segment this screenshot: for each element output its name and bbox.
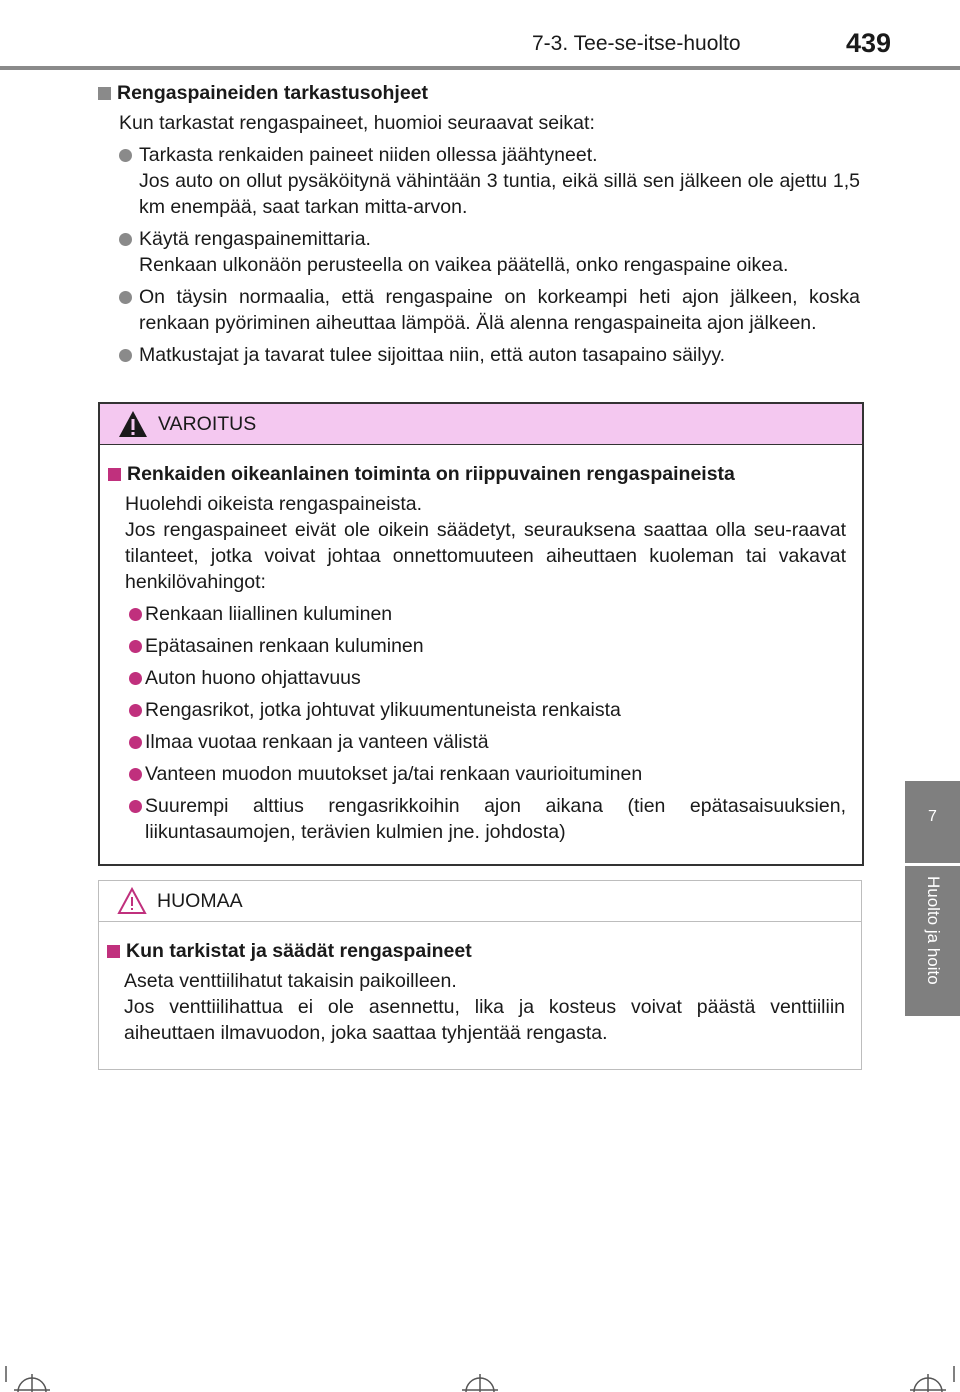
warning-label: VAROITUS — [158, 413, 257, 435]
notice-label: HUOMAA — [157, 890, 243, 912]
round-bullet-icon — [119, 349, 132, 362]
notice-heading: Kun tarkistat ja säädät rengaspaineet — [107, 938, 845, 964]
warning-box — [98, 402, 864, 866]
round-bullet-icon — [119, 291, 132, 304]
page-number: 439 — [846, 28, 892, 58]
notice-header — [99, 881, 861, 922]
notice-intro-1: Aseta venttiilihatut takaisin paikoilleen. — [124, 970, 457, 992]
warning-list — [108, 601, 846, 845]
list-item: Rengasrikot, jotka johtuvat ylikuumentuneista renkaista — [108, 697, 846, 723]
round-bullet-icon — [129, 800, 142, 813]
square-bullet-icon — [108, 468, 121, 481]
warning-body — [100, 445, 862, 845]
section-heading: Rengaspaineiden tarkastusohjeet — [98, 80, 860, 106]
list-item: Vanteen muodon muutokset ja/tai renkaan vaurioituminen — [108, 761, 846, 787]
list-item: Renkaan liiallinen kuluminen — [108, 601, 846, 627]
warning-triangle-icon — [118, 410, 148, 438]
round-bullet-icon — [129, 736, 142, 749]
warning-intro-2: Jos rengaspaineet eivät ole oikein säädetyt, seurauksena saattaa olla seu-raavat tilanteet, jotka voivat johtaa onnettomuuteen aiheuttaen kuoleman tai vakavat henkilövahingot: — [125, 519, 846, 593]
list-item: Ilmaa vuotaa renkaan ja vanteen välistä — [108, 729, 846, 755]
list-item: Auton huono ohjattavuus — [108, 665, 846, 691]
square-bullet-icon — [107, 945, 120, 958]
chapter-tab — [905, 866, 960, 1016]
chapter-tab-number: 7 — [905, 781, 960, 863]
warning-intro-1: Huolehdi oikeista rengaspaineista. — [125, 493, 423, 515]
notice-box — [98, 880, 862, 1070]
notice-intro-2: Jos venttiilihattua ei ole asennettu, lika ja kosteus voivat päästä venttiiliin aiheuttaen ilmavuodon, joka saattaa tyhjentää rengasta. — [124, 996, 845, 1044]
caution-triangle-icon — [117, 887, 147, 915]
round-bullet-icon — [129, 704, 142, 717]
section-intro: Kun tarkastat rengaspaineet, huomioi seuraavat seikat: — [119, 112, 595, 134]
round-bullet-icon — [129, 768, 142, 781]
header-divider — [0, 66, 960, 70]
list-item: Epätasainen renkaan kuluminen — [108, 633, 846, 659]
round-bullet-icon — [129, 640, 142, 653]
section-title: 7-3. Tee-se-itse-huolto — [532, 32, 741, 55]
list-item: Tarkasta renkaiden paineet niiden ollessa jäähtyneet. Jos auto on ollut pysäköitynä vähintään 3 tuntia, eikä sillä sen jälkeen ole ajettu 1,5 km enempää, saat tarkan mitta-arvon. — [98, 142, 860, 220]
round-bullet-icon — [129, 608, 142, 621]
notice-body — [99, 922, 861, 1046]
warning-header — [100, 404, 862, 445]
warning-heading: Renkaiden oikeanlainen toiminta on riippuvainen rengaspaineista — [108, 461, 846, 487]
round-bullet-icon — [119, 233, 132, 246]
main-section — [98, 80, 860, 374]
list-item: Suurempi alttius rengasrikkoihin ajon aikana (tien epätasaisuuksien, liikuntasaumojen, terävien kulmien jne. johdosta) — [108, 793, 846, 845]
list-item: Matkustajat ja tavarat tulee sijoittaa niin, että auton tasapaino säilyy. — [98, 342, 860, 368]
chapter-tab-label: Huolto ja hoito — [924, 876, 943, 985]
bullet-list — [98, 142, 860, 368]
round-bullet-icon — [119, 149, 132, 162]
list-item: On täysin normaalia, että rengaspaine on korkeampi heti ajon jälkeen, koska renkaan pyöriminen aiheuttaa lämpöä. Älä alenna rengaspaineita ajon jälkeen. — [98, 284, 860, 336]
square-bullet-icon — [98, 87, 111, 100]
round-bullet-icon — [129, 672, 142, 685]
print-registration-marks — [0, 1356, 960, 1392]
list-item: Käytä rengaspainemittaria. Renkaan ulkonäön perusteella on vaikea päätellä, onko rengaspaine oikea. — [98, 226, 860, 278]
